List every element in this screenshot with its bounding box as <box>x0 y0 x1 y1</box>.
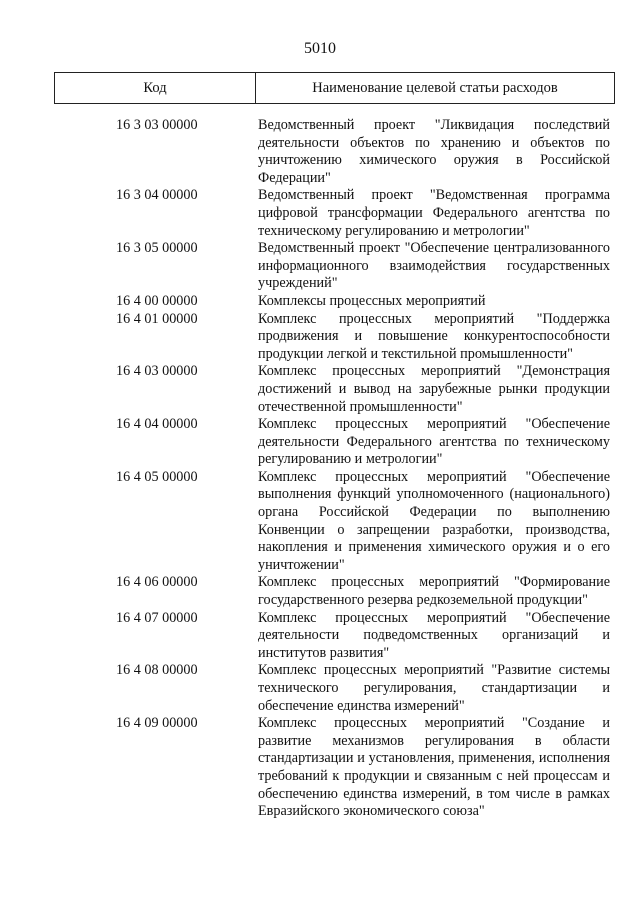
row-code: 16 3 03 00000 <box>116 117 198 133</box>
row-name: Комплекс процессных мероприятий "Демонстрация достижений и вывод на зарубежные рынки продукции отечественной промышленности" <box>258 363 610 415</box>
row-name: Комплекс процессных мероприятий "Обеспечение деятельности подведомственных организаций и институтов развития" <box>258 609 610 661</box>
table-row <box>54 662 615 715</box>
table-row <box>54 187 615 240</box>
row-code: 16 3 04 00000 <box>116 187 198 204</box>
row-code: 16 3 05 00000 <box>116 240 198 257</box>
row-name: Комплекс процессных мероприятий "Формирование государственного резерва редкоземельной продукции" <box>258 574 610 609</box>
table-row <box>54 117 615 187</box>
row-name: Комплекс процессных мероприятий "Обеспечение деятельности Федерального агентства по техническому регулированию и метрологии" <box>258 416 610 468</box>
table-row <box>54 416 615 469</box>
header-name: Наименование целевой статьи расходов <box>312 79 558 96</box>
row-code: 16 4 00 00000 <box>116 292 198 309</box>
row-code: 16 4 04 00000 <box>116 416 198 433</box>
row-name: Комплекс процессных мероприятий "Создание и развитие механизмов регулирования в области стандартизации и установления, применения, исполнения требований к продукции и связанным с ней процессам и обеспечению единства измерений, в том числе в рамках Евразийского экономического союза" <box>258 715 610 820</box>
table-row <box>54 469 615 575</box>
table-row <box>54 240 615 293</box>
row-name: Комплекс процессных мероприятий "Поддержка продвижения и повышение конкурентоспособности продукции легкой и текстильной промышленности" <box>258 310 610 362</box>
table-row <box>54 293 615 311</box>
table-row <box>54 610 615 663</box>
row-name: Комплекс процессных мероприятий "Развитие системы технического регулирования, стандартизации и обеспечение единства измерений" <box>258 662 610 714</box>
table-row <box>54 363 615 416</box>
row-code: 16 4 06 00000 <box>116 574 198 591</box>
table-body <box>54 117 615 821</box>
table-row <box>54 715 615 821</box>
row-code: 16 4 01 00000 <box>116 310 198 327</box>
row-code: 16 4 09 00000 <box>116 715 198 732</box>
row-name: Комплексы процессных мероприятий <box>258 292 486 309</box>
row-name: Ведомственный проект "Обеспечение централизованного информационного взаимодействия государственных учреждений" <box>258 240 610 292</box>
table-row <box>54 311 615 364</box>
row-code: 16 4 08 00000 <box>116 662 198 679</box>
row-name: Ведомственный проект "Ведомственная программа цифровой трансформации Федерального агентства по техническому регулированию и метрологии" <box>258 187 610 239</box>
row-code: 16 4 03 00000 <box>116 363 198 380</box>
row-name: Комплекс процессных мероприятий "Обеспечение выполнения функций уполномоченного (национального) органа Российской Федерации по выполнению Конвенции о запрещении разработки, производства, накопления и применения химического оружия и о его уничтожении" <box>258 468 610 573</box>
row-code: 16 4 07 00000 <box>116 609 198 626</box>
header-code: Код <box>55 73 256 103</box>
table-row <box>54 574 615 609</box>
row-code: 16 4 05 00000 <box>116 468 198 485</box>
table-header <box>54 72 615 104</box>
page-number: 5010 <box>304 40 336 57</box>
row-name: Ведомственный проект "Ликвидация последствий деятельности объектов по хранению и объектов по уничтожению химического оружия в Российской Федерации" <box>258 117 610 186</box>
